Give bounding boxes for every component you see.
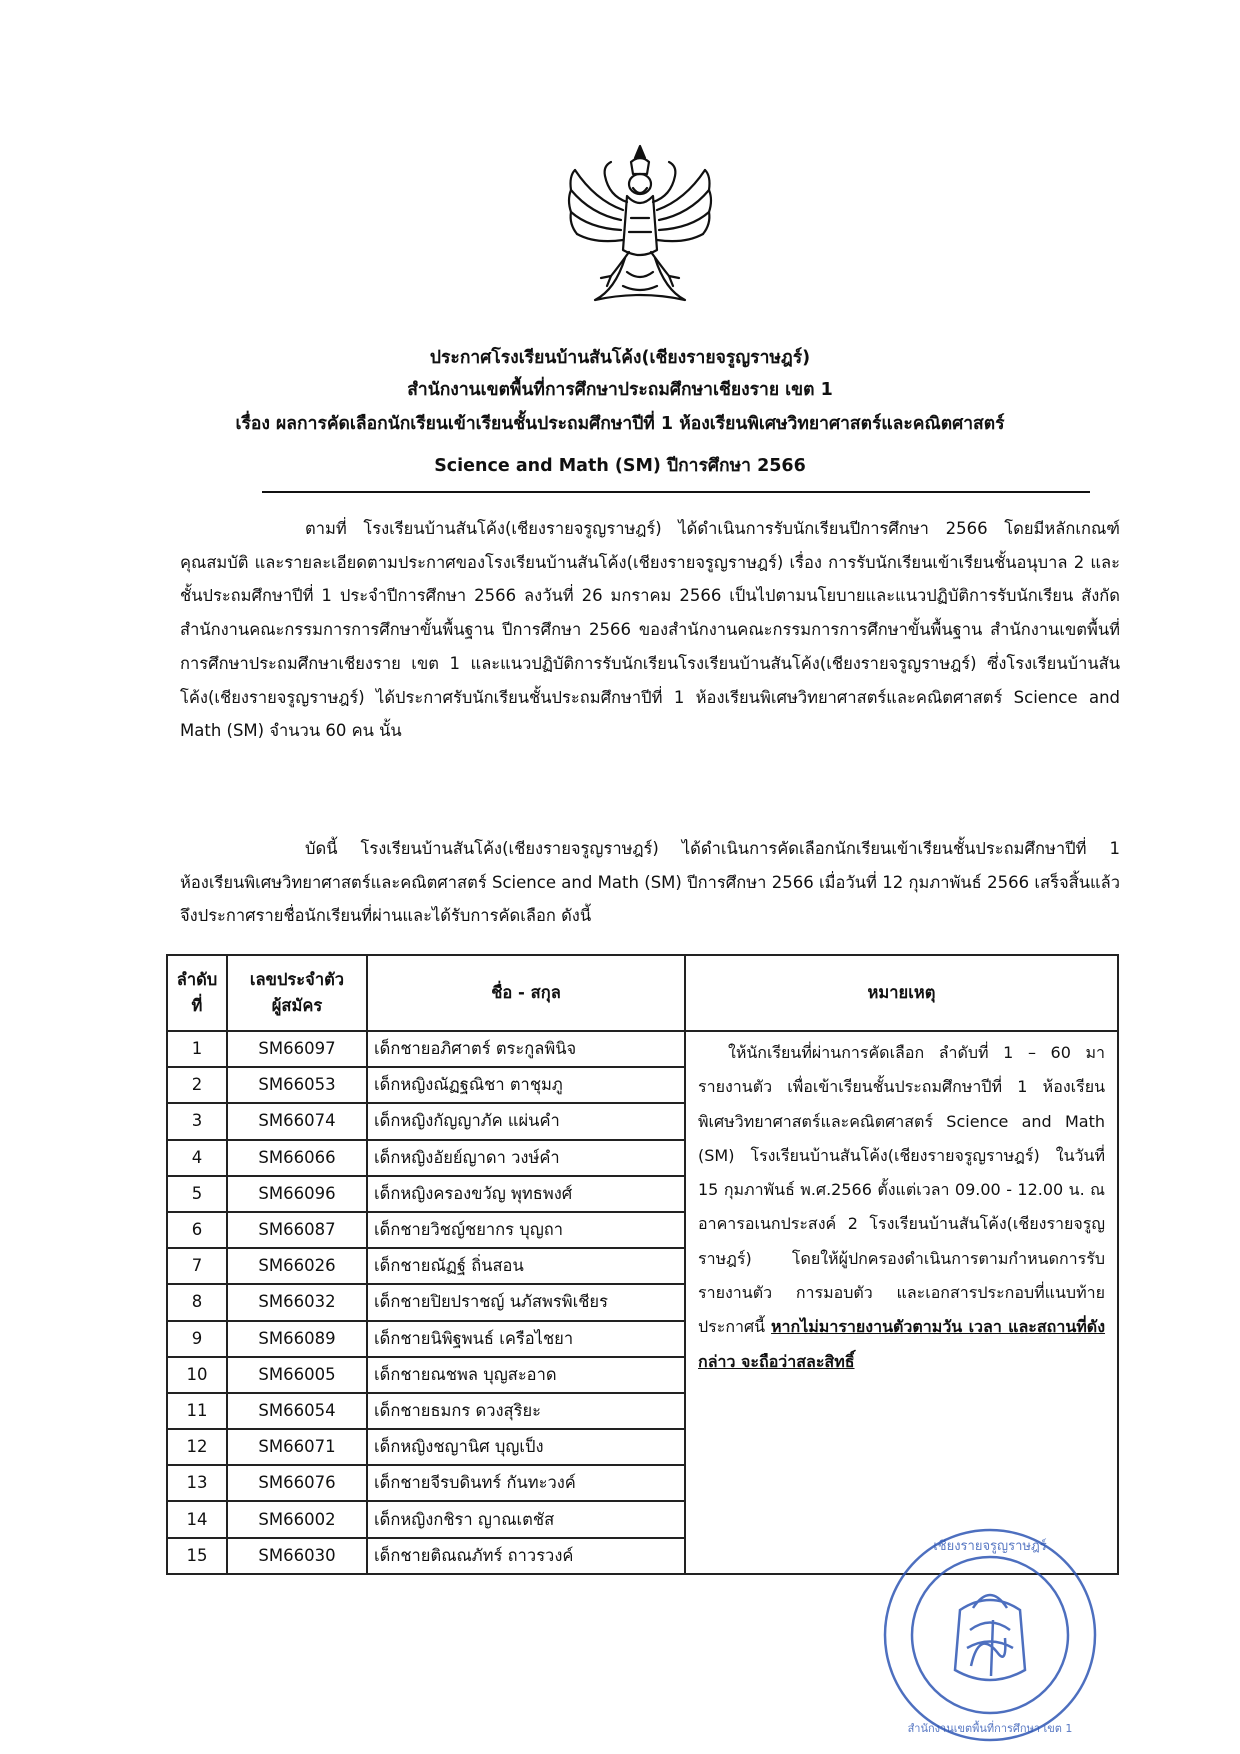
cell-name: เด็กหญิงกัญญาภัค แผ่นคำ [367, 1103, 685, 1139]
header-id-line2: ผู้สมัคร [271, 996, 323, 1015]
results-table [166, 954, 1119, 1575]
cell-applicant-id: SM66053 [227, 1067, 367, 1103]
header-name: ชื่อ - สกุล [367, 955, 685, 1031]
cell-applicant-id: SM66087 [227, 1212, 367, 1248]
cell-order: 11 [167, 1393, 227, 1429]
garuda-emblem-icon [565, 140, 715, 310]
header-line-2: สำนักงานเขตพื้นที่การศึกษาประถมศึกษาเชียงราย เขต 1 [407, 380, 833, 400]
header-order-line1: ลำดับ [176, 970, 218, 989]
cell-applicant-id: SM66076 [227, 1465, 367, 1501]
cell-applicant-id: SM66026 [227, 1248, 367, 1284]
school-seal-stamp [875, 1520, 1105, 1750]
header-line-4: Science and Math (SM) ปีการศึกษา 2566 [434, 456, 806, 476]
table-header-row [167, 955, 1118, 1031]
cell-name: เด็กหญิงณัฏฐณิชา ตาชุมภู [367, 1067, 685, 1103]
cell-name: เด็กหญิงชญานิศ บุญเป็ง [367, 1429, 685, 1465]
cell-order: 5 [167, 1176, 227, 1212]
cell-applicant-id: SM66096 [227, 1176, 367, 1212]
header-order-line2: ที่ [191, 996, 203, 1015]
body-paragraph-1 [180, 512, 1120, 748]
remark-text: ให้นักเรียนที่ผ่านการคัดเลือก ลำดับที่ 1 – 60 มารายงานตัว เพื่อเข้าเรียนชั้นประถมศึกษาปีที่ 1 ห้องเรียนพิเศษวิทยาศาสตร์และคณิตศาสตร์ Science and Math (SM) โรงเรียนบ้านสันโค้ง(เชียงรายจรูญราษฎร์) ในวันที่ 15 กุมภาพันธ์ พ.ศ.2566 ตั้งแต่เวลา 09.00 - 12.00 น. ณ อาคารอเนกประสงค์ 2 โรงเรียนบ้านสันโค้ง(เชียงรายจรูญราษฎร์) โดยให้ผู้ปกครองดำเนินการตามกำหนดการรับรายงานตัว การมอบตัว และเอกสารประกอบที่แนบท้ายประกาศนี้ [698, 1043, 1105, 1337]
cell-applicant-id: SM66074 [227, 1103, 367, 1139]
cell-applicant-id: SM66002 [227, 1501, 367, 1537]
header-remark: หมายเหตุ [685, 955, 1118, 1031]
cell-name: เด็กชายติณณภัทร์ ถาวรวงค์ [367, 1538, 685, 1574]
cell-name: เด็กชายวิชญ์ชยากร บุญถา [367, 1212, 685, 1248]
cell-name: เด็กชายนิพิฐพนธ์ เครือไชยา [367, 1321, 685, 1357]
cell-order: 14 [167, 1501, 227, 1537]
cell-remark [685, 1031, 1118, 1574]
cell-applicant-id: SM66066 [227, 1140, 367, 1176]
cell-order: 13 [167, 1465, 227, 1501]
cell-name: เด็กชายอภิศาตร์ ตระกูลพินิจ [367, 1031, 685, 1067]
svg-text:เชียงรายจรูญราษฎร์: เชียงรายจรูญราษฎร์ [933, 1539, 1047, 1554]
cell-name: เด็กหญิงกชิรา ญาณเตชัส [367, 1501, 685, 1537]
header-id-line1: เลขประจำตัว [249, 970, 345, 989]
cell-order: 6 [167, 1212, 227, 1248]
header-line-1: ประกาศโรงเรียนบ้านสันโค้ง(เชียงรายจรูญราษฎร์) [429, 348, 811, 368]
cell-applicant-id: SM66005 [227, 1357, 367, 1393]
remark-warning: หากไม่มารายงานตัวตามวัน เวลา และสถานที่ดังกล่าว จะถือว่าสละสิทธิ์ [698, 1317, 1106, 1371]
header-applicant-id [227, 955, 367, 1031]
cell-order: 15 [167, 1538, 227, 1574]
cell-applicant-id: SM66071 [227, 1429, 367, 1465]
cell-name: เด็กชายธมกร ดวงสุริยะ [367, 1393, 685, 1429]
cell-name: เด็กชายณชพล บุญสะอาด [367, 1357, 685, 1393]
cell-applicant-id: SM66097 [227, 1031, 367, 1067]
cell-applicant-id: SM66032 [227, 1284, 367, 1320]
cell-order: 1 [167, 1031, 227, 1067]
cell-order: 2 [167, 1067, 227, 1103]
header-divider [262, 491, 1090, 493]
cell-applicant-id: SM66030 [227, 1538, 367, 1574]
cell-name: เด็กชายจีรบดินทร์ กันทะวงค์ [367, 1465, 685, 1501]
cell-order: 3 [167, 1103, 227, 1139]
cell-name: เด็กหญิงอัยย์ญาดา วงษ์คำ [367, 1140, 685, 1176]
body-paragraph-2 [180, 832, 1120, 933]
cell-order: 10 [167, 1357, 227, 1393]
cell-applicant-id: SM66054 [227, 1393, 367, 1429]
cell-order: 8 [167, 1284, 227, 1320]
header-order [167, 955, 227, 1031]
svg-text:สำนักงานเขตพื้นที่การศึกษา เขต: สำนักงานเขตพื้นที่การศึกษา เขต 1 [907, 1722, 1073, 1735]
cell-order: 9 [167, 1321, 227, 1357]
paragraph-2-text: บัดนี้ โรงเรียนบ้านสันโค้ง(เชียงรายจรูญราษฎร์) ได้ดำเนินการคัดเลือกนักเรียนเข้าเรียนชั้นประถมศึกษาปีที่ 1 ห้องเรียนพิเศษวิทยาศาสตร์และคณิตศาสตร์ Science and Math (SM) ปีการศึกษา 2566 เมื่อวันที่ 12 กุมภาพันธ์ 2566 เสร็จสิ้นแล้ว จึงประกาศรายชื่อนักเรียนที่ผ่านและได้รับการคัดเลือก ดังนี้ [180, 839, 1120, 926]
cell-name: เด็กหญิงครองขวัญ พุทธพงศ์ [367, 1176, 685, 1212]
cell-order: 12 [167, 1429, 227, 1465]
cell-applicant-id: SM66089 [227, 1321, 367, 1357]
cell-order: 4 [167, 1140, 227, 1176]
table-row [167, 1031, 1118, 1067]
cell-order: 7 [167, 1248, 227, 1284]
paragraph-1-text: ตามที่ โรงเรียนบ้านสันโค้ง(เชียงรายจรูญราษฎร์) ได้ดำเนินการรับนักเรียนปีการศึกษา 2566 โดยมีหลักเกณฑ์ คุณสมบัติ และรายละเอียดตามประกาศของโรงเรียนบ้านสันโค้ง(เชียงรายจรูญราษฎร์) เรื่อง การรับนักเรียนเข้าเรียนชั้นอนุบาล 2 และชั้นประถมศึกษาปีที่ 1 ประจำปีการศึกษา 2566 ลงวันที่ 26 มกราคม 2566 เป็นไปตามนโยบายและแนวปฏิบัติการรับนักเรียน สังกัดสำนักงานคณะกรรมการการศึกษาขั้นพื้นฐาน ปีการศึกษา 2566 ของสำนักงานคณะกรรมการการศึกษาขั้นพื้นฐาน สำนักงานเขตพื้นที่การศึกษาประถมศึกษาเชียงราย เขต 1 และแนวปฏิบัติการรับนักเรียนโรงเรียนบ้านสันโค้ง(เชียงรายจรูญราษฎร์) ซึ่งโรงเรียนบ้านสันโค้ง(เชียงรายจรูญราษฎร์) ได้ประกาศรับนักเรียนชั้นประถมศึกษาปีที่ 1 ห้องเรียนพิเศษวิทยาศาสตร์และคณิตศาสตร์ Science and Math (SM) จำนวน 60 คน นั้น [180, 519, 1120, 741]
cell-name: เด็กชายปิยปราชญ์ นภัสพรพิเชียร [367, 1284, 685, 1320]
cell-name: เด็กชายณัฏฐ์ ถิ่นสอน [367, 1248, 685, 1284]
header-line-3: เรื่อง ผลการคัดเลือกนักเรียนเข้าเรียนชั้นประถมศึกษาปีที่ 1 ห้องเรียนพิเศษวิทยาศาสตร์และคณิตศาสตร์ [235, 414, 1005, 434]
